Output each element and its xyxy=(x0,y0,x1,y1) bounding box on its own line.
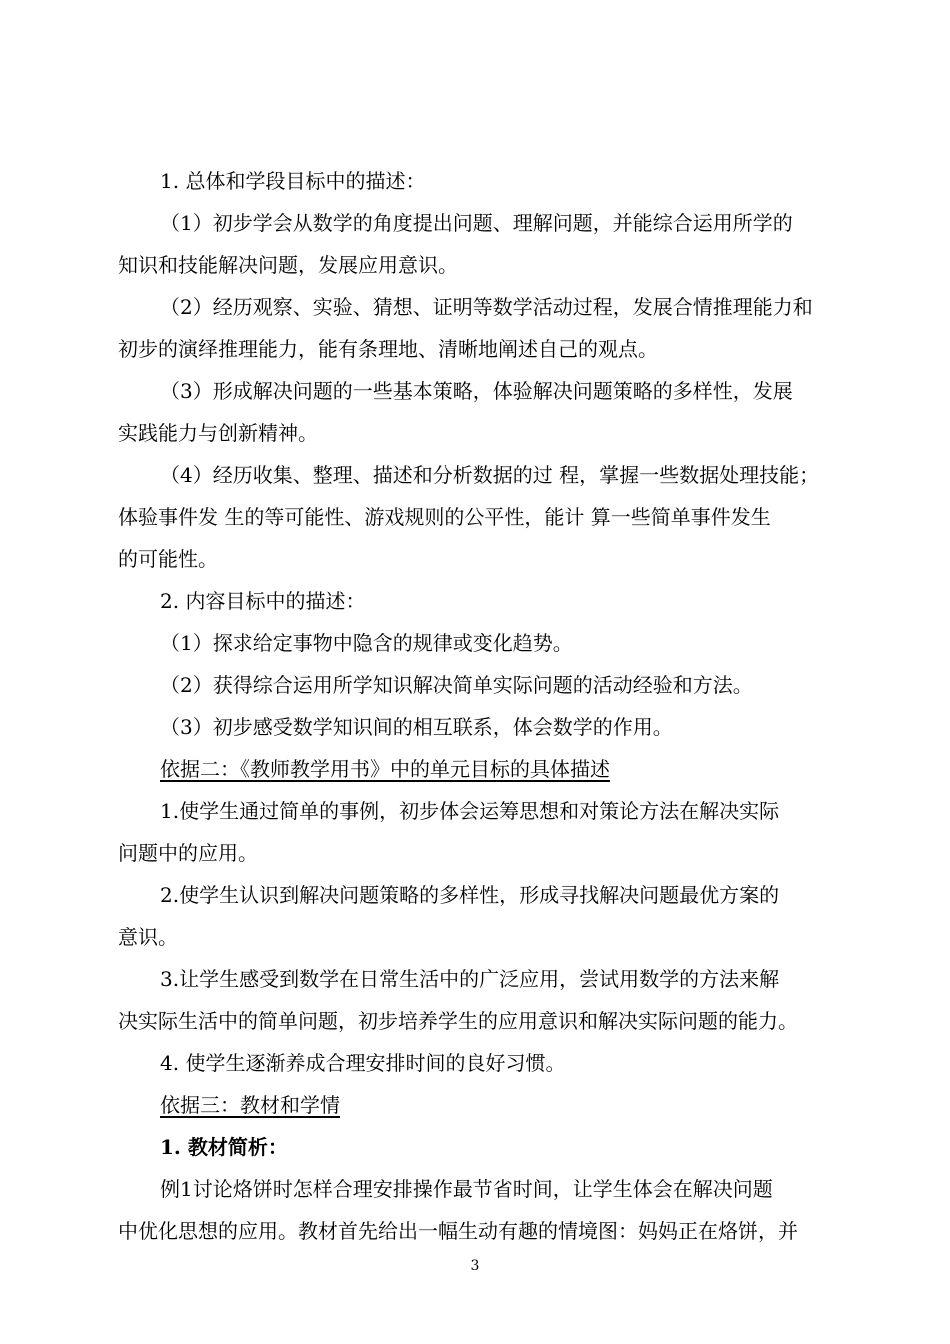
heading-textbook-analysis: 1. 教材简析： xyxy=(160,1135,288,1159)
page-number: 3 xyxy=(470,1258,480,1274)
heading-content-goals: 2. 内容目标中的描述： xyxy=(160,589,366,613)
paragraph-line: 问题中的应用。 xyxy=(118,841,258,865)
paragraph-line: （1）初步学会从数学的角度提出问题、理解问题，并能综合运用所学的 xyxy=(160,211,793,235)
paragraph-line: 实践能力与创新精神。 xyxy=(118,421,318,445)
paragraph-line: 决实际生活中的简单问题，初步培养学生的应用意识和解决实际问题的能力。 xyxy=(118,1009,798,1033)
paragraph-line: 意识。 xyxy=(118,925,178,949)
paragraph-line: （2）获得综合运用所学知识解决简单实际问题的活动经验和方法。 xyxy=(160,673,753,697)
paragraph-line: （4）经历收集、整理、描述和分析数据的过 程，掌握一些数据处理技能； xyxy=(160,463,820,487)
paragraph-line: 初步的演绎推理能力，能有条理地、清晰地阐述自己的观点。 xyxy=(118,337,658,361)
paragraph-line: 知识和技能解决问题，发展应用意识。 xyxy=(118,253,458,277)
paragraph-line: 例1讨论烙饼时怎样合理安排操作最节省时间，让学生体会在解决问题 xyxy=(160,1177,773,1201)
paragraph-line: （1）探求给定事物中隐含的规律或变化趋势。 xyxy=(160,631,573,655)
paragraph-line: 3.让学生感受到数学在日常生活中的广泛应用，尝试用数学的方法来解 xyxy=(160,967,780,991)
paragraph-line: 4. 使学生逐渐养成合理安排时间的良好习惯。 xyxy=(160,1051,566,1075)
section-heading-basis-three: 依据三：教材和学情 xyxy=(160,1093,340,1117)
paragraph-line: （3）初步感受数学知识间的相互联系，体会数学的作用。 xyxy=(160,715,673,739)
paragraph-line: 的可能性。 xyxy=(118,547,218,571)
heading-overall-goals: 1. 总体和学段目标中的描述： xyxy=(160,169,426,193)
paragraph-line: 1.使学生通过简单的事例，初步体会运筹思想和对策论方法在解决实际 xyxy=(160,799,780,823)
paragraph-line: 体验事件发 生的等可能性、游戏规则的公平性，能计 算一些简单事件发生 xyxy=(118,505,771,529)
paragraph-line: 中优化思想的应用。教材首先给出一幅生动有趣的情境图：妈妈正在烙饼，并 xyxy=(118,1219,798,1243)
section-heading-basis-two: 依据二：《教师教学用书》中的单元目标的具体描述 xyxy=(160,757,610,781)
paragraph-line: 2.使学生认识到解决问题策略的多样性，形成寻找解决问题最优方案的 xyxy=(160,883,780,907)
paragraph-line: （2）经历观察、实验、猜想、证明等数学活动过程，发展合情推理能力和 xyxy=(160,295,813,319)
paragraph-line: （3）形成解决问题的一些基本策略，体验解决问题策略的多样性，发展 xyxy=(160,379,793,403)
